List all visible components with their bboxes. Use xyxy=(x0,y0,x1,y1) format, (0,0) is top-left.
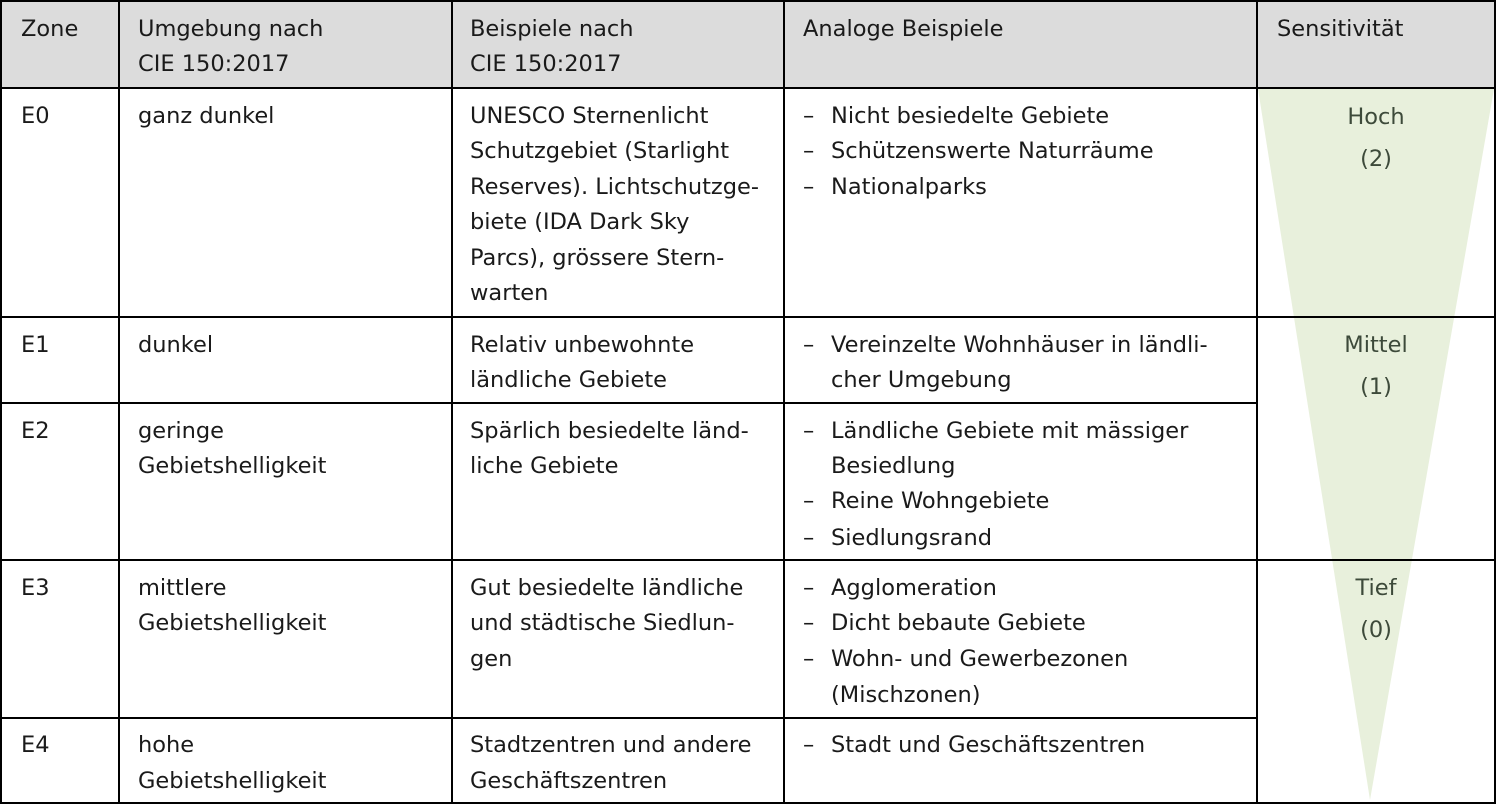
dash-bullet: – xyxy=(803,174,815,200)
zone-cell: E0 xyxy=(21,103,50,129)
row-divider-e3 xyxy=(0,717,1258,719)
zone-cell: E1 xyxy=(21,332,50,358)
sensitivity-label-mittel: Mittel xyxy=(1344,332,1408,358)
header-sensitivitaet: Sensitivität xyxy=(1277,16,1404,42)
umgebung-line: Gebietshelligkeit xyxy=(138,453,327,479)
sensitivity-value-hoch: (2) xyxy=(1360,146,1392,172)
row-divider-e0 xyxy=(0,316,1496,318)
dash-bullet: – xyxy=(803,575,815,601)
sensitivity-value-tief: (0) xyxy=(1360,617,1392,643)
dash-bullet: – xyxy=(803,488,815,514)
beispiele-line: Gut besiedelte ländliche xyxy=(470,575,744,601)
beispiele-line: Schutzgebiet (Starlight xyxy=(470,138,730,164)
header-umgebung-line2: CIE 150:2017 xyxy=(138,51,290,77)
umgebung-line: Gebietshelligkeit xyxy=(138,610,327,636)
beispiele-line: gen xyxy=(470,646,513,672)
zone-cell: E4 xyxy=(21,732,50,758)
column-divider-1 xyxy=(118,0,120,804)
zone-cell: E3 xyxy=(21,575,50,601)
column-divider-2 xyxy=(451,0,453,804)
header-divider xyxy=(0,87,1496,89)
column-divider-3 xyxy=(783,0,785,804)
sensitivity-label-tief: Tief xyxy=(1355,575,1397,601)
umgebung-line: hohe xyxy=(138,732,195,758)
beispiele-line: Parcs), grössere Stern- xyxy=(470,245,725,271)
dash-bullet: – xyxy=(803,610,815,636)
beispiele-line: UNESCO Sternenlicht xyxy=(470,103,709,129)
header-umgebung-line1: Umgebung nach xyxy=(138,16,324,42)
table-border-left xyxy=(0,0,2,804)
umgebung-cell: ganz dunkel xyxy=(138,103,275,129)
beispiele-line: Geschäftszentren xyxy=(470,768,668,794)
dash-bullet: – xyxy=(803,103,815,129)
beispiele-line: und städtische Siedlun- xyxy=(470,610,735,636)
dash-bullet: – xyxy=(803,732,815,758)
header-analoge-beispiele: Analoge Beispiele xyxy=(803,16,1004,42)
beispiele-line: Reserves). Lichtschutzge- xyxy=(470,174,759,200)
dash-bullet: – xyxy=(803,138,815,164)
zone-cell: E2 xyxy=(21,418,50,444)
sensitivity-value-mittel: (1) xyxy=(1360,374,1392,400)
umgebung-cell: dunkel xyxy=(138,332,214,358)
row-divider-e2 xyxy=(0,559,1496,561)
umgebung-line: geringe xyxy=(138,418,225,444)
beispiele-line: Spärlich besiedelte länd- xyxy=(470,418,749,444)
umgebung-line: Gebietshelligkeit xyxy=(138,768,327,794)
umgebung-line: mittlere xyxy=(138,575,227,601)
dash-bullet: – xyxy=(803,418,815,444)
beispiele-line: Relativ unbewohnte xyxy=(470,332,695,358)
dash-bullet: – xyxy=(803,646,815,672)
table-border-bottom xyxy=(0,802,1496,804)
row-divider-e1 xyxy=(0,402,1258,404)
beispiele-line: liche Gebiete xyxy=(470,453,619,479)
header-beispiele-line1: Beispiele nach xyxy=(470,16,634,42)
sensitivity-label-hoch: Hoch xyxy=(1347,104,1405,130)
header-beispiele-line2: CIE 150:2017 xyxy=(470,51,622,77)
beispiele-line: warten xyxy=(470,280,549,306)
beispiele-line: biete (IDA Dark Sky xyxy=(470,209,690,235)
beispiele-line: Stadtzentren und andere xyxy=(470,732,752,758)
dash-bullet: – xyxy=(803,525,815,551)
beispiele-line: ländliche Gebiete xyxy=(470,367,668,393)
table-border-top xyxy=(0,0,1496,2)
dash-bullet: – xyxy=(803,332,815,358)
header-zone: Zone xyxy=(21,16,79,42)
